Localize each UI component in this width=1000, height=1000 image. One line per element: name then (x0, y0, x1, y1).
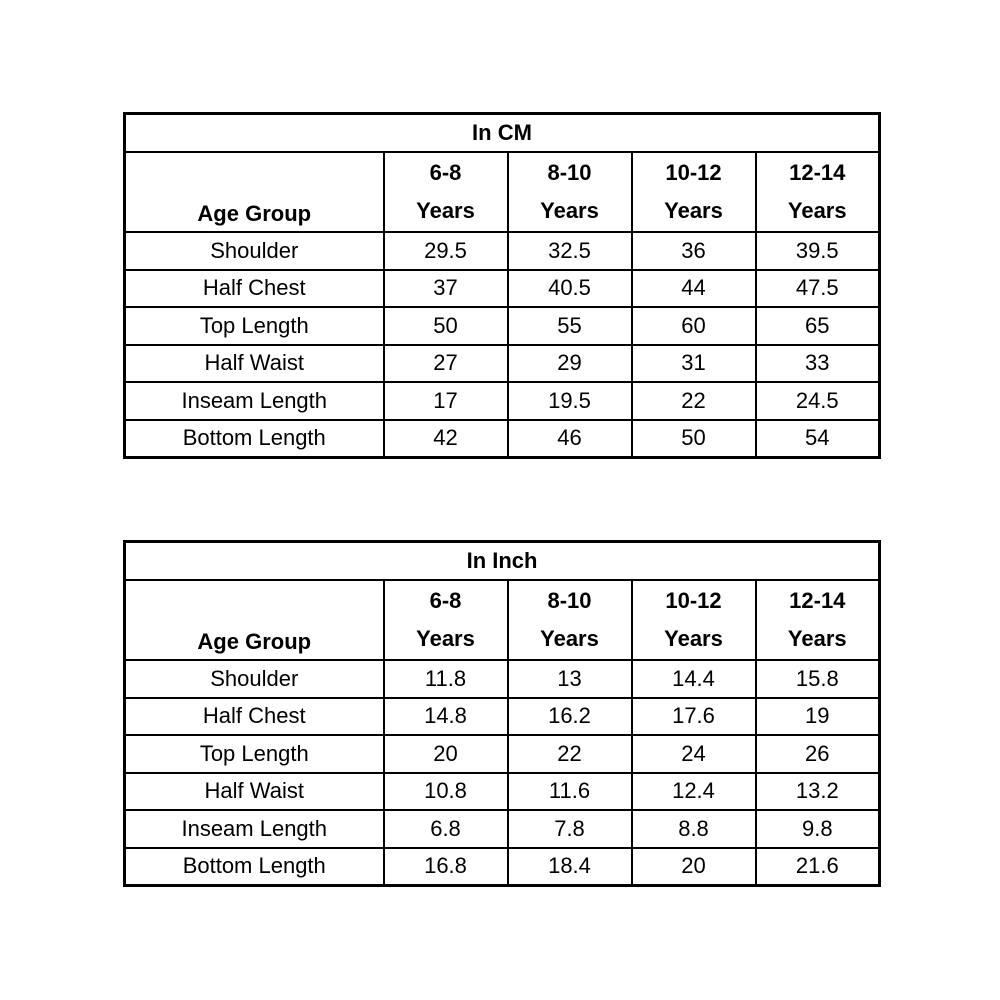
table-row (125, 307, 880, 345)
table-cell: 40.5 (508, 270, 632, 308)
table-cell: 20 (632, 848, 756, 886)
table-cell: 11.8 (384, 660, 508, 698)
table-row (125, 382, 880, 420)
size-chart-inch-table (123, 540, 881, 887)
row-label: Half Waist (125, 773, 384, 811)
table-cell: 12.4 (632, 773, 756, 811)
table-cell: 44 (632, 270, 756, 308)
table-cell: 19 (756, 698, 880, 736)
table-cell: 32.5 (508, 232, 632, 270)
row-label: Top Length (125, 735, 384, 773)
table-cell: 24 (632, 735, 756, 773)
table-cell: 33 (756, 345, 880, 383)
table-row (125, 232, 880, 270)
row-label: Bottom Length (125, 848, 384, 886)
table-row (125, 660, 880, 698)
table-cell: 37 (384, 270, 508, 308)
table-cell: 36 (632, 232, 756, 270)
table-cell: 18.4 (508, 848, 632, 886)
table-cell: 16.2 (508, 698, 632, 736)
table-row (125, 698, 880, 736)
table-cell: 17.6 (632, 698, 756, 736)
column-header: 12-14 Years (756, 152, 880, 232)
table-cell: 29.5 (384, 232, 508, 270)
table-cell: 22 (508, 735, 632, 773)
table-cell: 31 (632, 345, 756, 383)
table-cell: 29 (508, 345, 632, 383)
table-row (125, 773, 880, 811)
table-title: In CM (125, 114, 880, 153)
row-label: Half Chest (125, 698, 384, 736)
table-row (125, 848, 880, 886)
table-cell: 6.8 (384, 810, 508, 848)
table-cell: 22 (632, 382, 756, 420)
table-row (125, 735, 880, 773)
table-cell: 20 (384, 735, 508, 773)
row-label: Half Waist (125, 345, 384, 383)
table-cell: 50 (632, 420, 756, 458)
table-cell: 54 (756, 420, 880, 458)
table-cell: 46 (508, 420, 632, 458)
row-label: Shoulder (125, 660, 384, 698)
table-cell: 9.8 (756, 810, 880, 848)
row-label: Shoulder (125, 232, 384, 270)
row-label: Inseam Length (125, 810, 384, 848)
table-cell: 26 (756, 735, 880, 773)
table-cell: 13 (508, 660, 632, 698)
table-cell: 55 (508, 307, 632, 345)
table-cell: 14.8 (384, 698, 508, 736)
table-cell: 14.4 (632, 660, 756, 698)
table-cell: 11.6 (508, 773, 632, 811)
table-cell: 42 (384, 420, 508, 458)
table-cell: 10.8 (384, 773, 508, 811)
table-cell: 15.8 (756, 660, 880, 698)
table-cell: 21.6 (756, 848, 880, 886)
table-cell: 24.5 (756, 382, 880, 420)
table-cell: 60 (632, 307, 756, 345)
table-row (125, 420, 880, 458)
table-row (125, 345, 880, 383)
table-cell: 39.5 (756, 232, 880, 270)
table-cell: 8.8 (632, 810, 756, 848)
size-chart-cm-table (123, 112, 881, 459)
column-header: 10-12 Years (632, 580, 756, 660)
table-title: In Inch (125, 542, 880, 581)
table-row (125, 270, 880, 308)
column-header: 6-8 Years (384, 152, 508, 232)
row-label: Half Chest (125, 270, 384, 308)
row-header-label: Age Group (125, 152, 384, 232)
table-cell: 7.8 (508, 810, 632, 848)
table-cell: 47.5 (756, 270, 880, 308)
column-header: 8-10 Years (508, 580, 632, 660)
column-header: 12-14 Years (756, 580, 880, 660)
table-cell: 27 (384, 345, 508, 383)
column-header: 6-8 Years (384, 580, 508, 660)
table-cell: 16.8 (384, 848, 508, 886)
row-label: Top Length (125, 307, 384, 345)
row-label: Inseam Length (125, 382, 384, 420)
table-cell: 19.5 (508, 382, 632, 420)
table-cell: 65 (756, 307, 880, 345)
row-label: Bottom Length (125, 420, 384, 458)
column-header: 10-12 Years (632, 152, 756, 232)
column-header: 8-10 Years (508, 152, 632, 232)
table-cell: 13.2 (756, 773, 880, 811)
table-row (125, 810, 880, 848)
table-cell: 17 (384, 382, 508, 420)
table-cell: 50 (384, 307, 508, 345)
row-header-label: Age Group (125, 580, 384, 660)
